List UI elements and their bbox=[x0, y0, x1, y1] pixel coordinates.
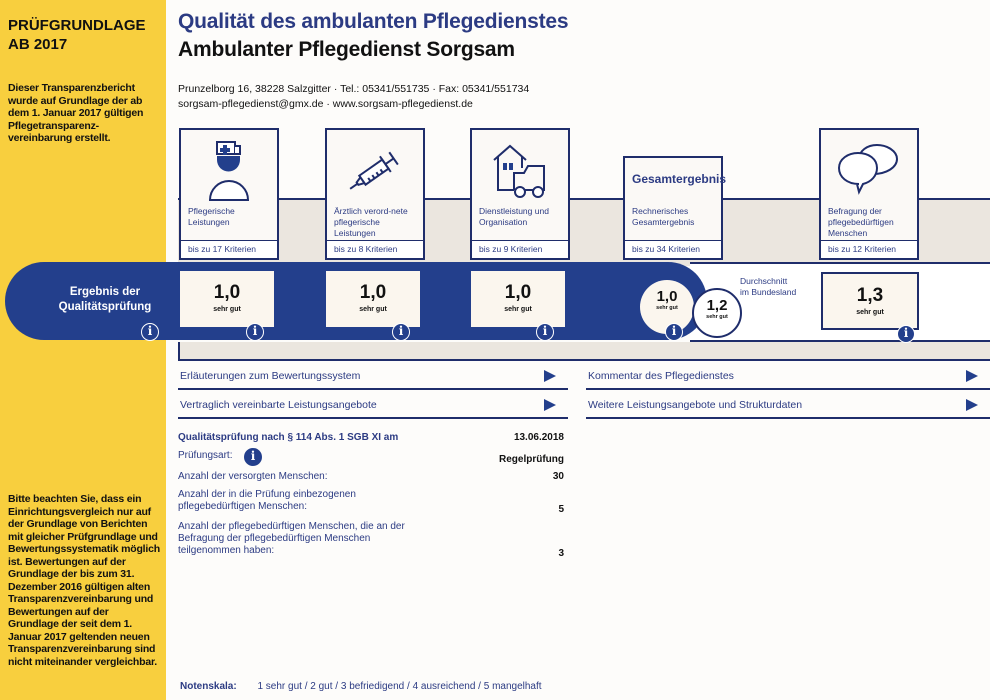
score-befragung bbox=[821, 272, 919, 330]
category-criteria: bis zu 9 Kriterien bbox=[472, 240, 568, 258]
category-label: Dienstleistung und Organisation bbox=[479, 206, 549, 227]
fact-key: Anzahl der pflegebedürftigen Menschen, die an der Befragung der pflegebedürftigen Menschen teilgenommen haben: bbox=[178, 521, 405, 556]
category-card-befragung[interactable] bbox=[819, 128, 919, 260]
provider-address: Prunzelborg 16, 38228 Salzgitter · Tel.: 05341/551735 · Fax: 05341/551734 bbox=[178, 83, 530, 95]
sidebar bbox=[0, 0, 166, 700]
speech-bubbles-icon bbox=[821, 140, 917, 200]
nurse-icon bbox=[181, 140, 277, 200]
link-label: Kommentar des Pflegedienstes bbox=[588, 370, 734, 382]
category-card-pflegerische-leistungen[interactable] bbox=[179, 128, 279, 260]
category-card-dienstleistung-organisation[interactable] bbox=[470, 128, 570, 260]
score-value: 1,0 bbox=[656, 288, 678, 305]
syringe-icon bbox=[327, 140, 423, 200]
provider-name: Ambulanter Pflegedienst Sorgsam bbox=[178, 38, 515, 61]
fact-key: Qualitätsprüfung nach § 114 Abs. 1 SGB XI am bbox=[178, 432, 399, 443]
grading-scale-label: Notenskala: bbox=[180, 681, 237, 692]
category-label: Rechnerisches Gesamtergebnis bbox=[632, 206, 695, 227]
score-value: 1,0 bbox=[359, 282, 387, 303]
average-label bbox=[740, 276, 796, 298]
sidebar-intro: Dieser Transparenzbericht wurde auf Grundlage der ab dem 1. Januar 2017 gültigen Pflegetransparenz-vereinbarung erstellt. bbox=[8, 82, 144, 144]
result-band-label bbox=[50, 285, 160, 315]
page-title: Qualität des ambulanten Pflegedienstes bbox=[178, 10, 569, 33]
grading-scale bbox=[180, 681, 542, 692]
fact-value: Regelprüfung bbox=[499, 454, 564, 465]
info-icon[interactable]: i bbox=[246, 323, 264, 341]
result-band-bottom-strip bbox=[178, 342, 990, 361]
link-kommentar-pflegedienst[interactable] bbox=[586, 364, 990, 390]
average-score-value: 1,2 bbox=[706, 297, 728, 314]
sidebar-title bbox=[8, 16, 158, 54]
house-car-icon bbox=[472, 140, 568, 200]
info-icon[interactable]: i bbox=[244, 448, 262, 466]
fact-value: 3 bbox=[558, 548, 564, 559]
link-label: Erläuterungen zum Bewertungssystem bbox=[180, 370, 361, 382]
fact-key: Anzahl der versorgten Menschen: bbox=[178, 471, 328, 482]
category-label: Ärztlich verord-nete pflegerische Leistungen bbox=[334, 206, 408, 238]
gesamtergebnis-title: Gesamtergebnis bbox=[632, 172, 727, 186]
category-criteria: bis zu 12 Kriterien bbox=[821, 240, 917, 258]
average-score-grade: sehr gut bbox=[706, 314, 728, 320]
score-aerztlich-verordnete-leistungen bbox=[326, 271, 420, 327]
info-icon[interactable]: i bbox=[141, 323, 159, 341]
score-pflegerische-leistungen bbox=[180, 271, 274, 327]
arrow-right-icon bbox=[544, 370, 556, 382]
score-grade: sehr gut bbox=[359, 306, 387, 313]
link-vertraglich-vereinbarte-leistungsangebote[interactable] bbox=[178, 393, 568, 419]
link-weitere-leistungsangebote-strukturdaten[interactable] bbox=[586, 393, 990, 419]
sidebar-title-line1: PRÜFGRUNDLAGE bbox=[8, 17, 146, 34]
score-grade: sehr gut bbox=[504, 306, 532, 313]
fact-value: 13.06.2018 bbox=[513, 432, 564, 443]
grading-scale-text: 1 sehr gut / 2 gut / 3 befriedigend / 4 ausreichend / 5 mangelhaft bbox=[257, 681, 542, 692]
score-value: 1,0 bbox=[213, 282, 241, 303]
score-grade: sehr gut bbox=[213, 306, 241, 313]
provider-contact: sorgsam-pflegedienst@gmx.de · www.sorgsam-pflegedienst.de bbox=[178, 98, 473, 110]
result-band-label-line2: Qualitätsprüfung bbox=[58, 301, 152, 313]
category-label: Pflegerische Leistungen bbox=[188, 206, 235, 227]
category-criteria: bis zu 8 Kriterien bbox=[327, 240, 423, 258]
category-label: Befragung der pflegebedürftigen Menschen bbox=[828, 206, 894, 238]
average-score-bundesland bbox=[692, 288, 742, 338]
fact-value: 5 bbox=[558, 504, 564, 515]
arrow-right-icon bbox=[966, 370, 978, 382]
fact-value: 30 bbox=[552, 471, 564, 482]
link-label: Weitere Leistungsangebote und Strukturdaten bbox=[588, 399, 803, 411]
sidebar-title-line2: AB 2017 bbox=[8, 36, 68, 53]
category-card-aerztlich-verordnete-leistungen[interactable] bbox=[325, 128, 425, 260]
category-criteria: bis zu 17 Kriterien bbox=[181, 240, 277, 258]
score-grade: sehr gut bbox=[656, 305, 678, 311]
info-icon[interactable]: i bbox=[897, 325, 915, 343]
link-erlaeuterungen-bewertungssystem[interactable] bbox=[178, 364, 568, 390]
info-icon[interactable]: i bbox=[665, 323, 683, 341]
arrow-right-icon bbox=[966, 399, 978, 411]
result-band-label-line1: Ergebnis der bbox=[69, 286, 141, 298]
arrow-right-icon bbox=[544, 399, 556, 411]
score-value: 1,3 bbox=[856, 285, 884, 306]
fact-key: Anzahl der in die Prüfung einbezogenen pflegebedürftigen Menschen: bbox=[178, 489, 356, 512]
category-card-gesamtergebnis[interactable] bbox=[623, 156, 727, 260]
score-dienstleistung-organisation bbox=[471, 271, 565, 327]
score-value: 1,0 bbox=[504, 282, 532, 303]
info-icon[interactable]: i bbox=[536, 323, 554, 341]
average-label-line2: im Bundesland bbox=[740, 287, 797, 297]
score-grade: sehr gut bbox=[856, 309, 884, 316]
category-criteria: bis zu 34 Kriterien bbox=[625, 240, 721, 258]
link-label: Vertraglich vereinbarte Leistungsangebote bbox=[180, 399, 377, 411]
average-label-line1: Durchschnitt bbox=[740, 276, 788, 286]
info-icon[interactable]: i bbox=[392, 323, 410, 341]
sidebar-note: Bitte beachten Sie, dass ein Einrichtungsvergleich nur auf der Grundlage von Berichten mit gleicher Prüfgrundlage und Bewertungssystematik möglich ist. Bewertungen auf der Grundlage der bis zum 31. Dezember 2016 gültigen alten Transparenzvereinbarung und Bewertungen auf der Grundlage der seit dem 1. Januar 2017 geltenden neuen Transparenzvereinbarung sind nicht miteinander vergleichbar. bbox=[8, 493, 160, 668]
fact-key: Prüfungsart: bbox=[178, 450, 233, 461]
